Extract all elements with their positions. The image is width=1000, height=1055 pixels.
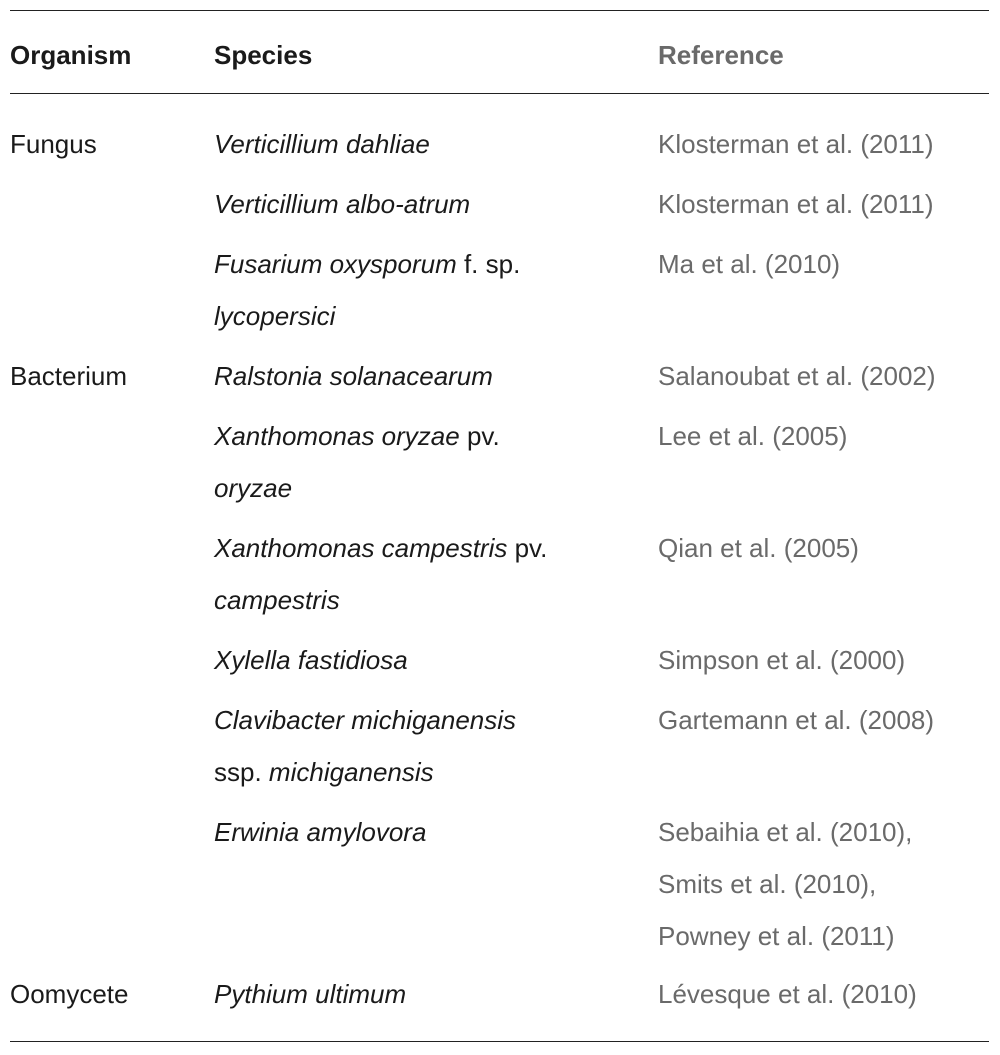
species-segment: Pythium ultimum bbox=[214, 979, 407, 1009]
species-segment: campestris bbox=[214, 585, 340, 615]
reference-cell: Gartemann et al. (2008) bbox=[658, 705, 935, 735]
species-cell bbox=[214, 178, 470, 230]
header-species: Species bbox=[214, 40, 313, 70]
species-cell bbox=[214, 746, 434, 798]
species-segment: f. sp. bbox=[456, 249, 521, 279]
species-cell bbox=[214, 118, 430, 170]
species-segment: Ralstonia solanacearum bbox=[214, 361, 493, 391]
reference-cell: Salanoubat et al. (2002) bbox=[658, 361, 936, 391]
species-segment: Verticillium albo-atrum bbox=[214, 189, 471, 219]
organism-cell: Bacterium bbox=[10, 361, 128, 391]
species-segment: Verticillium dahliae bbox=[214, 129, 430, 159]
species-cell bbox=[214, 522, 547, 574]
reference-cell: Lee et al. (2005) bbox=[658, 421, 848, 451]
reference-cell: Powney et al. (2011) bbox=[658, 921, 895, 951]
species-cell bbox=[214, 290, 335, 342]
table-bottom-rule bbox=[10, 1041, 989, 1042]
species-segment: michiganensis bbox=[268, 757, 434, 787]
reference-cell: Sebaihia et al. (2010), bbox=[658, 817, 913, 847]
organism-cell: Fungus bbox=[10, 129, 97, 159]
species-segment: Xanthomonas oryzae bbox=[214, 421, 460, 451]
reference-cell: Qian et al. (2005) bbox=[658, 533, 859, 563]
reference-cell: Lévesque et al. (2010) bbox=[658, 979, 917, 1009]
header-rule bbox=[10, 93, 989, 94]
species-cell bbox=[214, 634, 408, 686]
species-segment: lycopersici bbox=[214, 301, 336, 331]
species-segment: Clavibacter michiganensis bbox=[214, 705, 517, 735]
species-segment: pv. bbox=[507, 533, 548, 563]
species-cell bbox=[214, 462, 292, 514]
reference-cell: Ma et al. (2010) bbox=[658, 249, 841, 279]
reference-cell: Smits et al. (2010), bbox=[658, 869, 877, 899]
species-segment: oryzae bbox=[214, 473, 293, 503]
species-cell bbox=[214, 350, 493, 402]
reference-cell: Simpson et al. (2000) bbox=[658, 645, 906, 675]
species-cell bbox=[214, 410, 500, 462]
species-segment: Erwinia amylovora bbox=[214, 817, 427, 847]
species-cell bbox=[214, 574, 340, 626]
species-segment: ssp. bbox=[214, 757, 269, 787]
species-cell bbox=[214, 694, 516, 746]
species-cell bbox=[214, 806, 426, 858]
species-cell bbox=[214, 968, 406, 1020]
header-reference: Reference bbox=[658, 40, 784, 70]
species-segment: Xanthomonas campestris bbox=[214, 533, 508, 563]
species-cell bbox=[214, 238, 520, 290]
reference-cell: Klosterman et al. (2011) bbox=[658, 129, 934, 159]
reference-cell: Klosterman et al. (2011) bbox=[658, 189, 934, 219]
species-segment: Xylella fastidiosa bbox=[214, 645, 408, 675]
organism-cell: Oomycete bbox=[10, 979, 129, 1009]
header-organism: Organism bbox=[10, 40, 132, 70]
species-segment: Fusarium oxysporum bbox=[214, 249, 457, 279]
table-top-rule bbox=[10, 10, 989, 11]
species-segment: pv. bbox=[459, 421, 500, 451]
